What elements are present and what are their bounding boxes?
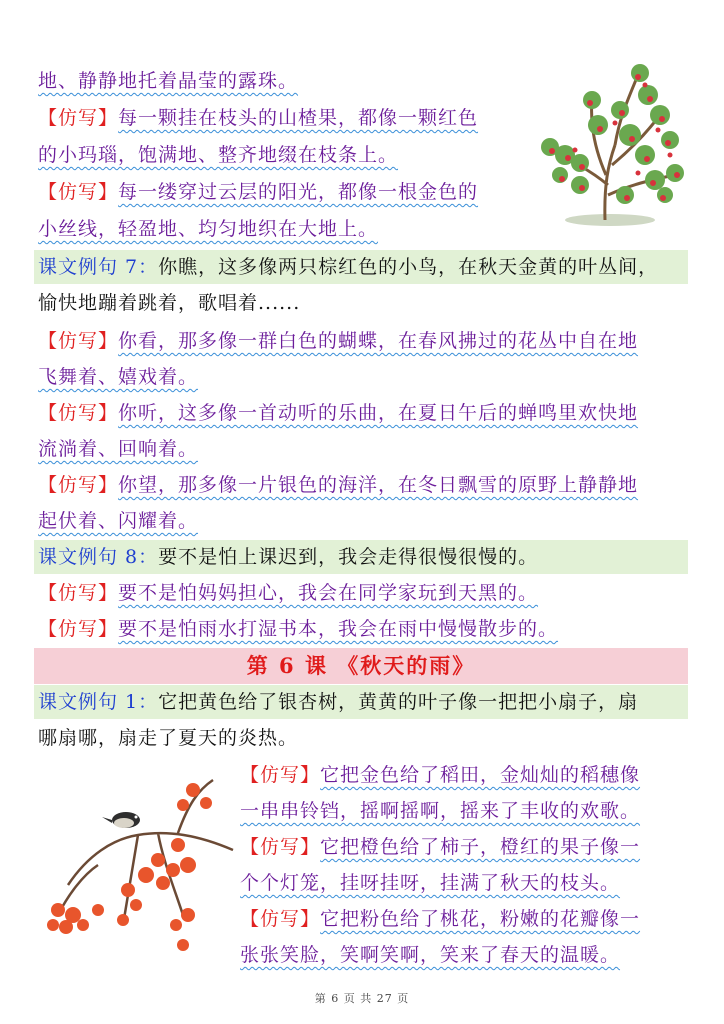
practice-continuation-line	[38, 360, 198, 394]
practice-text: 要不是怕雨水打湿书本，我会在雨中慢慢散步的。	[118, 618, 559, 640]
practice-text: 一串串铃铛，摇啊摇啊，摇来了丰收的欢歌。	[240, 800, 641, 822]
example-sentence-line	[38, 540, 538, 574]
practice-text: 流淌着、回响着。	[38, 438, 199, 460]
practice-text: 你听，这多像一首动听的乐曲，在夏日午后的蝉鸣里欢快地	[118, 402, 639, 424]
practice-text: 小丝线，轻盈地、均匀地织在大地上。	[38, 218, 379, 240]
practice-label: 【仿写】	[240, 908, 321, 930]
example-sentence-line	[38, 250, 658, 284]
practice-sentence-line	[38, 468, 638, 502]
practice-continuation-line	[240, 794, 640, 828]
practice-label: 【仿写】	[240, 764, 321, 786]
practice-text: 飞舞着、嬉戏着。	[38, 366, 199, 388]
practice-text: 起伏着、闪耀着。	[38, 510, 199, 532]
practice-text: 你望，那多像一片银色的海洋，在冬日飘雪的原野上静静地	[118, 474, 639, 496]
example-text: 要不是怕上课迟到，我会走得很慢很慢的。	[158, 546, 539, 568]
persimmon-branch-illustration	[38, 765, 238, 965]
practice-continuation-line	[240, 938, 620, 972]
practice-continuation-line	[38, 432, 198, 466]
hawthorn-tree-illustration	[520, 55, 690, 230]
practice-text: 它把金色给了稻田，金灿灿的稻穗像	[320, 764, 641, 786]
practice-text: 每一缕穿过云层的阳光，都像一根金色的	[118, 181, 479, 203]
practice-sentence-line	[38, 576, 538, 610]
example-text: 它把黄色给了银杏树，黄黄的叶子像一把把小扇子，扇	[158, 691, 639, 713]
practice-continuation-line	[38, 212, 378, 246]
practice-sentence-line	[38, 612, 558, 646]
practice-label: 【仿写】	[38, 618, 119, 640]
practice-label: 【仿写】	[38, 330, 119, 352]
practice-text: 张张笑脸，笑啊笑啊，笑来了春天的温暖。	[240, 944, 621, 966]
practice-label: 【仿写】	[38, 474, 119, 496]
page-footer: 第 6 页 共 27 页	[314, 992, 410, 1005]
practice-text: 地、静静地托着晶莹的露珠。	[38, 70, 299, 92]
example-label: 课文例句 8：	[38, 546, 159, 568]
example-label: 课文例句 7：	[38, 256, 159, 278]
lesson-title: 第 6 课 《秋天的雨》	[246, 653, 476, 678]
example-text: 愉快地蹦着跳着，歌唱着......	[38, 292, 301, 314]
practice-sentence-line	[240, 902, 640, 936]
example-sentence-line	[38, 685, 638, 719]
example-label: 课文例句 1：	[38, 691, 159, 713]
practice-continuation-line	[38, 138, 398, 172]
practice-sentence-line	[38, 101, 478, 135]
practice-text: 它把橙色给了柿子，橙红的果子像一	[320, 836, 641, 858]
example-text: 哪扇哪，扇走了夏天的炎热。	[38, 727, 299, 749]
example-continuation-line	[38, 721, 298, 755]
practice-label: 【仿写】	[38, 402, 119, 424]
example-continuation-line	[38, 286, 300, 320]
practice-label: 【仿写】	[38, 181, 119, 203]
practice-text: 它把粉色给了桃花，粉嫩的花瓣像一	[320, 908, 641, 930]
practice-text: 每一颗挂在枝头的山楂果，都像一颗红色	[118, 107, 479, 129]
practice-label: 【仿写】	[38, 582, 119, 604]
practice-text: 个个灯笼，挂呀挂呀，挂满了秋天的枝头。	[240, 872, 621, 894]
practice-text: 你看，那多像一群白色的蝴蝶，在春风拂过的花丛中自在地	[118, 330, 639, 352]
practice-label: 【仿写】	[38, 107, 119, 129]
practice-sentence-line	[240, 758, 640, 792]
practice-continuation-line	[38, 64, 298, 98]
practice-text: 的小玛瑙，饱满地、整齐地缀在枝条上。	[38, 144, 399, 166]
practice-sentence-line	[240, 830, 640, 864]
practice-continuation-line	[240, 866, 620, 900]
practice-label: 【仿写】	[240, 836, 321, 858]
example-text: 你瞧，这多像两只棕红色的小鸟，在秋天金黄的叶丛间，	[158, 256, 659, 278]
practice-continuation-line	[38, 504, 198, 538]
practice-sentence-line	[38, 175, 478, 209]
practice-sentence-line	[38, 324, 638, 358]
practice-sentence-line	[38, 396, 638, 430]
practice-text: 要不是怕妈妈担心，我会在同学家玩到天黑的。	[118, 582, 539, 604]
